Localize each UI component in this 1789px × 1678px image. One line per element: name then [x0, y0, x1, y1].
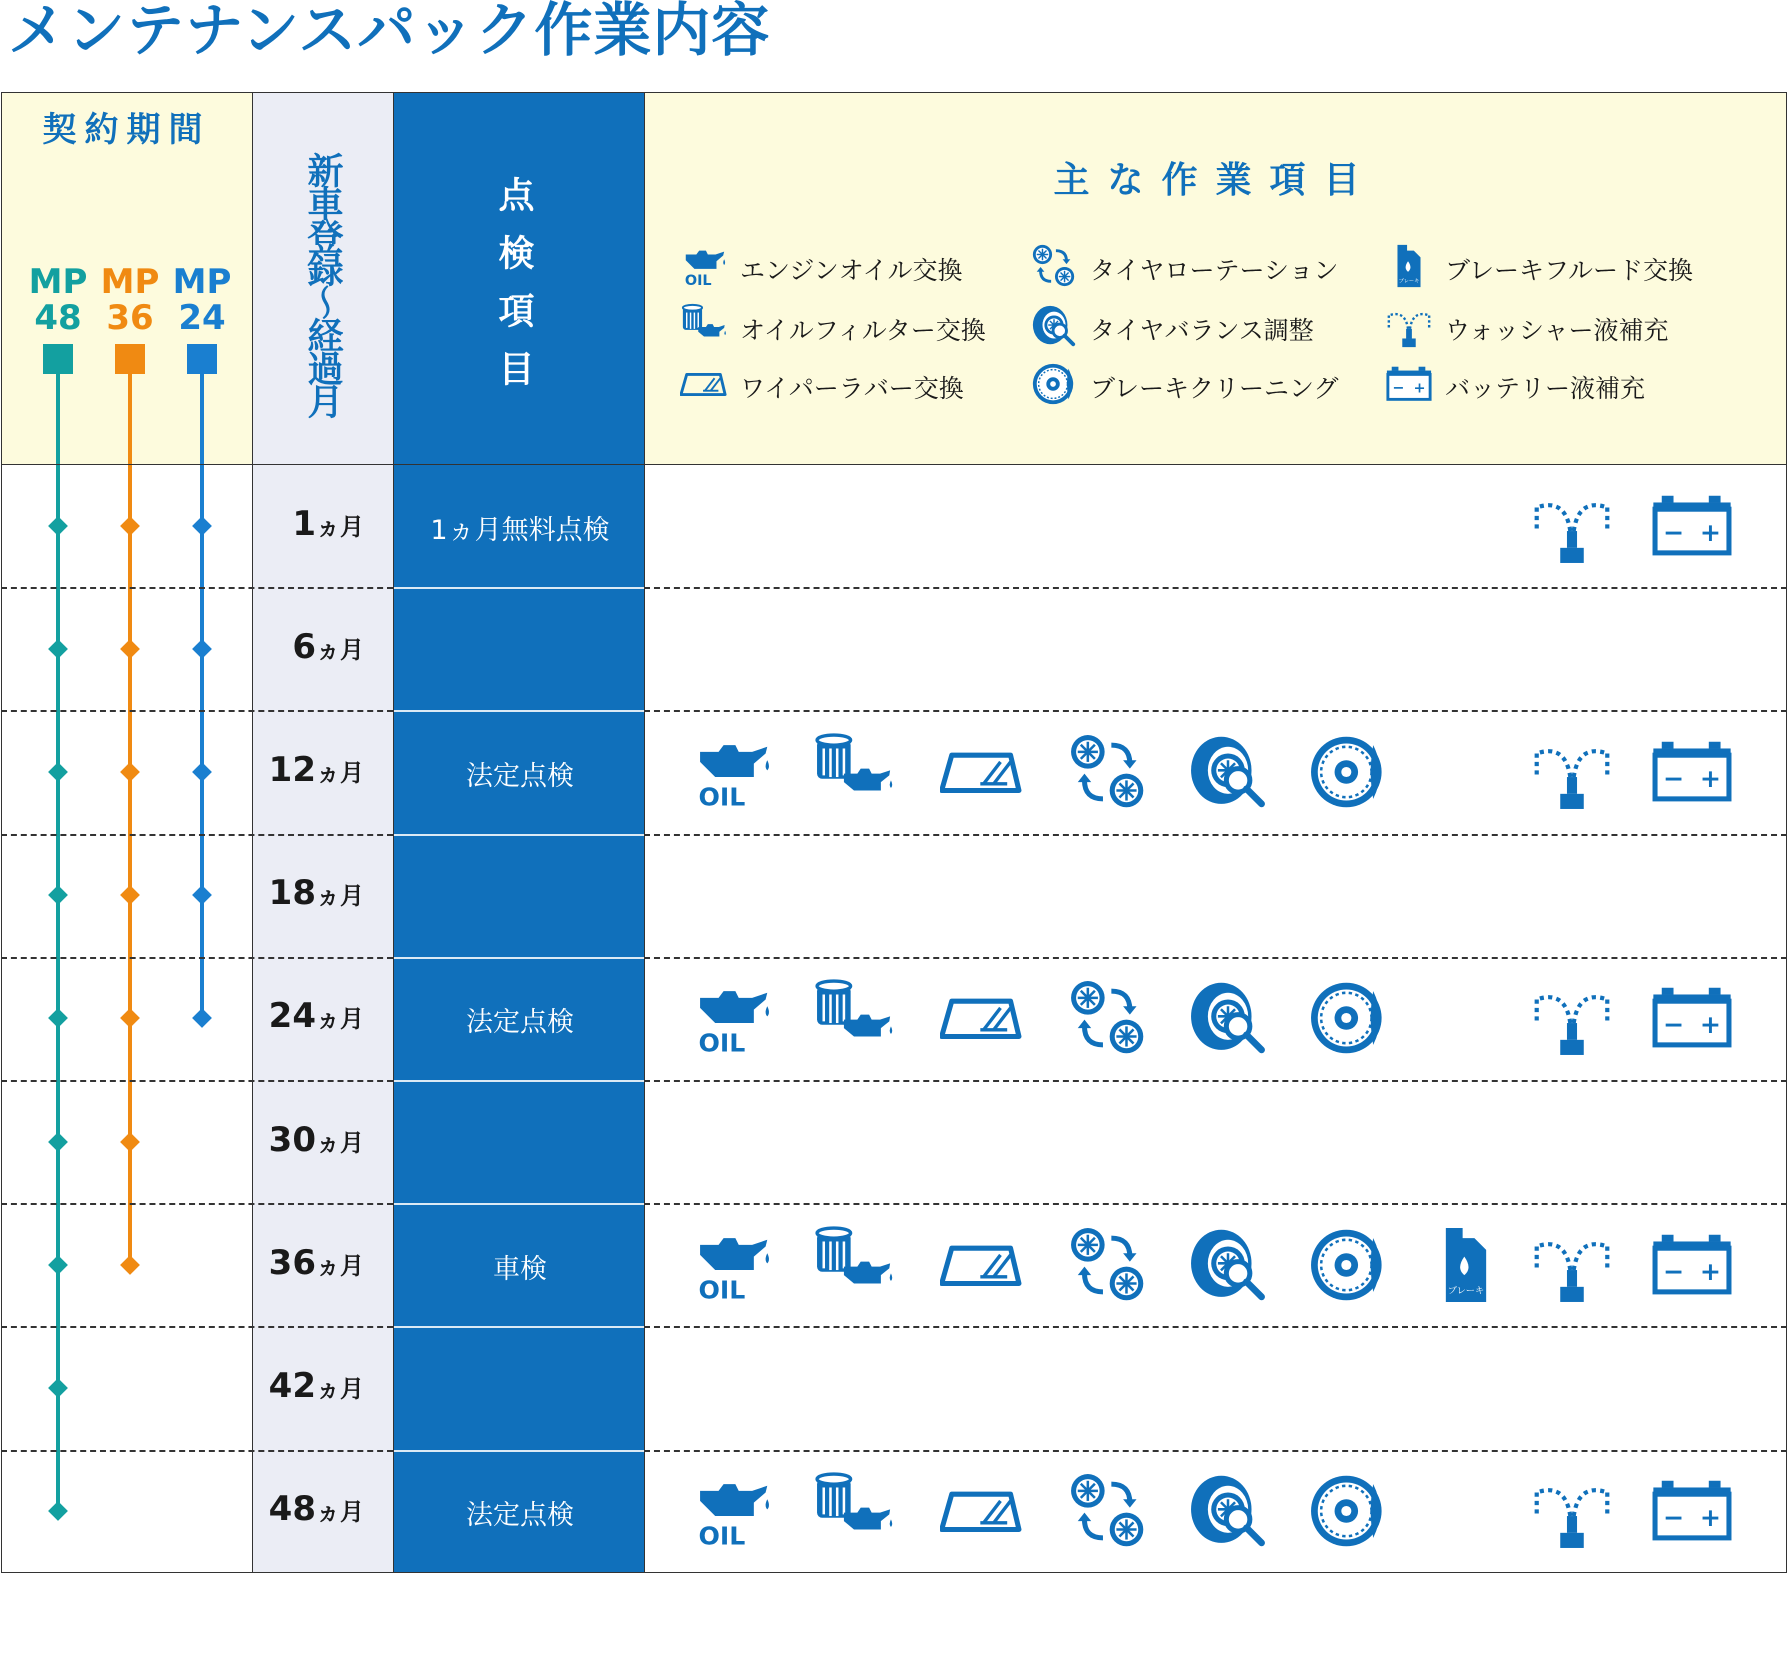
oil-filter-icon: [812, 730, 896, 814]
tire-rotation-icon: [1066, 1469, 1150, 1553]
plan-label-mp24: [172, 264, 232, 336]
row-separator: [1, 834, 393, 836]
legend-item: [1385, 302, 1669, 356]
row-month: [252, 750, 364, 790]
header-divider: [1, 464, 1787, 465]
row-inspection: 法定点検: [466, 1500, 574, 1532]
row-separator: [1, 1450, 393, 1452]
month-number: 24: [268, 996, 316, 1037]
brake-fluid-icon: [1385, 242, 1445, 296]
tire-balance-icon: [1186, 1469, 1270, 1553]
oil-icon: [680, 242, 740, 296]
tire-balance-icon: [1186, 976, 1270, 1060]
month-number: 42: [268, 1366, 316, 1406]
month-unit: ヵ月: [316, 1128, 364, 1157]
month-number: 18: [268, 873, 316, 914]
row-separator: [1, 1080, 393, 1082]
legend-item: [1030, 302, 1314, 356]
row-inspection: 1ヵ月無料点検: [430, 514, 610, 546]
month-number: 6: [292, 626, 316, 667]
plan-prefix: MP: [100, 262, 160, 302]
row-separator: [393, 1326, 644, 1328]
battery-icon: [1385, 360, 1445, 414]
washer-icon: [1530, 484, 1614, 568]
plan-checkpoint: [48, 639, 68, 659]
washer-icon: [1530, 976, 1614, 1060]
washer-icon: [1385, 302, 1445, 356]
row-inspection: 車検: [493, 1253, 547, 1285]
row-separator: [393, 1080, 644, 1082]
brake-disc-icon: [1306, 976, 1390, 1060]
row-month: [252, 1243, 364, 1283]
oil-icon: [690, 1223, 774, 1307]
washer-icon: [1530, 730, 1614, 814]
divider: [393, 92, 394, 1573]
month-unit: ヵ月: [316, 759, 364, 787]
row-separator: [644, 1326, 1787, 1328]
brake-fluid-icon-text: ブレーキ: [1447, 1285, 1485, 1297]
tire-balance-icon: [1186, 1223, 1270, 1307]
legend-label: ワイパーラバー交換: [740, 374, 964, 403]
oil-icon-text: OIL: [698, 1521, 746, 1551]
legend-label: タイヤバランス調整: [1090, 316, 1314, 345]
plan-checkpoint: [48, 762, 68, 782]
row-separator: [644, 587, 1787, 589]
battery-icon-plus: +: [1699, 1256, 1722, 1286]
oil-filter-icon: [812, 1469, 896, 1553]
washer-icon: [1530, 1223, 1614, 1307]
legend-label: オイルフィルター交換: [740, 316, 986, 345]
battery-icon-plus: +: [1699, 1503, 1722, 1533]
plan-checkpoint: [120, 762, 140, 782]
legend-item: [1030, 360, 1339, 414]
legend-item: [680, 302, 986, 356]
month-unit: ヵ月: [316, 1251, 364, 1280]
plan-checkpoint: [120, 1132, 140, 1152]
plan-checkpoint: [120, 639, 140, 659]
plan-checkpoint: [192, 516, 212, 536]
legend-label: ブレーキフルード交換: [1445, 256, 1694, 285]
battery-icon: [1650, 484, 1734, 568]
plan-checkpoint: [120, 885, 140, 905]
row-separator: [644, 710, 1787, 712]
row-month: [252, 996, 364, 1036]
battery-icon-minus: −: [1662, 764, 1685, 794]
plan-checkpoint: [192, 639, 212, 659]
row-separator: [1, 1326, 393, 1328]
battery-icon: [1650, 1469, 1734, 1553]
header-work-items: 主な作業項目: [1053, 160, 1378, 201]
plan-prefix: MP: [28, 262, 88, 302]
row-separator: [644, 1080, 1787, 1082]
plan-start-marker: [187, 344, 217, 374]
oil-icon-text: OIL: [698, 1275, 746, 1305]
row-month: [252, 1120, 364, 1160]
plan-checkpoint: [48, 516, 68, 536]
brake-disc-icon: [1030, 360, 1090, 414]
row-separator: [393, 587, 644, 589]
row-separator: [393, 834, 644, 836]
tire-rotation-icon: [1066, 976, 1150, 1060]
plan-start-marker: [43, 344, 73, 374]
oil-icon-text: OIL: [698, 782, 746, 812]
maintenance-table: [0, 92, 1789, 1575]
plan-checkpoint: [48, 885, 68, 905]
brake-disc-icon: [1306, 730, 1390, 814]
legend-item: [1030, 242, 1339, 296]
row-separator: [393, 1450, 644, 1452]
legend-item: [680, 360, 964, 414]
row-month: [252, 1366, 364, 1406]
legend-item: [680, 242, 963, 296]
tire-rotation-icon: [1030, 242, 1090, 296]
plan-start-marker: [115, 344, 145, 374]
battery-icon-minus: −: [1392, 380, 1405, 397]
row-separator: [393, 710, 644, 712]
month-unit: ヵ月: [316, 1498, 364, 1527]
month-unit: ヵ月: [316, 1005, 364, 1034]
plan-checkpoint: [192, 762, 212, 782]
month-unit: ヵ月: [316, 512, 364, 541]
brake-fluid-icon-text: ブレーキ: [1398, 278, 1420, 285]
row-separator: [1, 1203, 393, 1205]
oil-icon-text: OIL: [698, 1028, 746, 1058]
month-number: 30: [268, 1119, 316, 1160]
plan-prefix: MP: [172, 262, 232, 302]
tire-rotation-icon: [1066, 1223, 1150, 1307]
oil-icon: [690, 730, 774, 814]
battery-icon-plus: +: [1699, 1010, 1722, 1040]
month-unit: ヵ月: [316, 882, 364, 911]
row-separator: [1, 587, 393, 589]
row-separator: [1, 710, 393, 712]
battery-icon-plus: +: [1699, 517, 1722, 547]
plan-checkpoint: [48, 1378, 68, 1398]
tire-balance-icon: [1030, 302, 1090, 356]
plan-checkpoint: [120, 1255, 140, 1275]
battery-icon: [1650, 1223, 1734, 1307]
brake-disc-icon: [1306, 1469, 1390, 1553]
wiper-icon: [940, 976, 1024, 1060]
month-number: 48: [268, 1489, 316, 1530]
legend-item: [1385, 360, 1645, 414]
legend-label: エンジンオイル交換: [740, 256, 963, 285]
battery-icon-minus: −: [1662, 517, 1685, 547]
plan-label-mp36: [100, 264, 160, 336]
header-inspection: 点検項目: [493, 176, 534, 408]
plan-checkpoint: [192, 1008, 212, 1028]
legend-label: ウォッシャー液補充: [1445, 316, 1669, 345]
month-unit: ヵ月: [316, 635, 364, 664]
row-separator: [644, 1203, 1787, 1205]
tire-balance-icon: [1186, 730, 1270, 814]
battery-icon: [1650, 730, 1734, 814]
row-inspection: 法定点検: [466, 761, 574, 792]
battery-icon-plus: +: [1413, 380, 1426, 397]
battery-icon-plus: +: [1699, 764, 1722, 794]
battery-icon-minus: −: [1662, 1503, 1685, 1533]
header-contract-period: 契約期間: [42, 110, 211, 150]
plan-duration-line: [56, 372, 60, 1511]
row-separator: [1, 957, 393, 959]
legend-label: タイヤローテーション: [1090, 256, 1339, 285]
plan-checkpoint: [120, 1008, 140, 1028]
oil-filter-icon: [680, 302, 740, 356]
battery-icon-minus: −: [1662, 1256, 1685, 1286]
oil-icon: [690, 1469, 774, 1553]
month-number: 36: [268, 1242, 316, 1283]
wiper-icon: [940, 1223, 1024, 1307]
tire-rotation-icon: [1066, 730, 1150, 814]
divider: [252, 92, 253, 1573]
oil-filter-icon: [812, 976, 896, 1060]
plan-checkpoint: [120, 516, 140, 536]
month-number: 12: [268, 750, 316, 790]
row-month: [252, 504, 364, 544]
plan-label-mp48: [28, 264, 88, 336]
page-title: メンテナンスパック作業内容: [8, 0, 771, 64]
brake-disc-icon: [1306, 1223, 1390, 1307]
row-separator: [393, 1203, 644, 1205]
plan-checkpoint: [48, 1132, 68, 1152]
wiper-icon: [940, 730, 1024, 814]
plan-checkpoint: [48, 1255, 68, 1275]
plan-checkpoint: [192, 885, 212, 905]
row-month: [252, 627, 364, 667]
row-month: [252, 873, 364, 913]
wiper-icon: [680, 360, 740, 414]
row-separator: [644, 1450, 1787, 1452]
oil-icon: [690, 976, 774, 1060]
wiper-icon: [940, 1469, 1024, 1553]
plan-duration-line: [128, 372, 132, 1265]
plan-duration-line: [200, 372, 204, 1018]
divider: [644, 92, 645, 1573]
legend-item: [1385, 242, 1693, 296]
month-unit: ヵ月: [316, 1375, 364, 1403]
row-separator: [644, 834, 1787, 836]
header-elapsed-months: 新車登録〜経過月: [302, 152, 343, 416]
legend-label: バッテリー液補充: [1445, 374, 1646, 403]
row-inspection: 法定点検: [466, 1007, 574, 1039]
row-separator: [393, 957, 644, 959]
plan-months: 24: [178, 298, 226, 338]
battery-icon: [1650, 976, 1734, 1060]
plan-months: 48: [34, 298, 82, 338]
brake-fluid-icon: [1424, 1223, 1508, 1307]
row-month: [252, 1489, 364, 1529]
legend-label: ブレーキクリーニング: [1090, 374, 1339, 403]
plan-checkpoint: [48, 1008, 68, 1028]
washer-icon: [1530, 1469, 1614, 1553]
plan-months: 36: [106, 298, 154, 338]
oil-filter-icon: [812, 1223, 896, 1307]
row-separator: [644, 957, 1787, 959]
oil-icon-text: OIL: [684, 273, 712, 290]
battery-icon-minus: −: [1662, 1010, 1685, 1040]
plan-checkpoint: [48, 1501, 68, 1521]
month-number: 1: [292, 503, 316, 544]
